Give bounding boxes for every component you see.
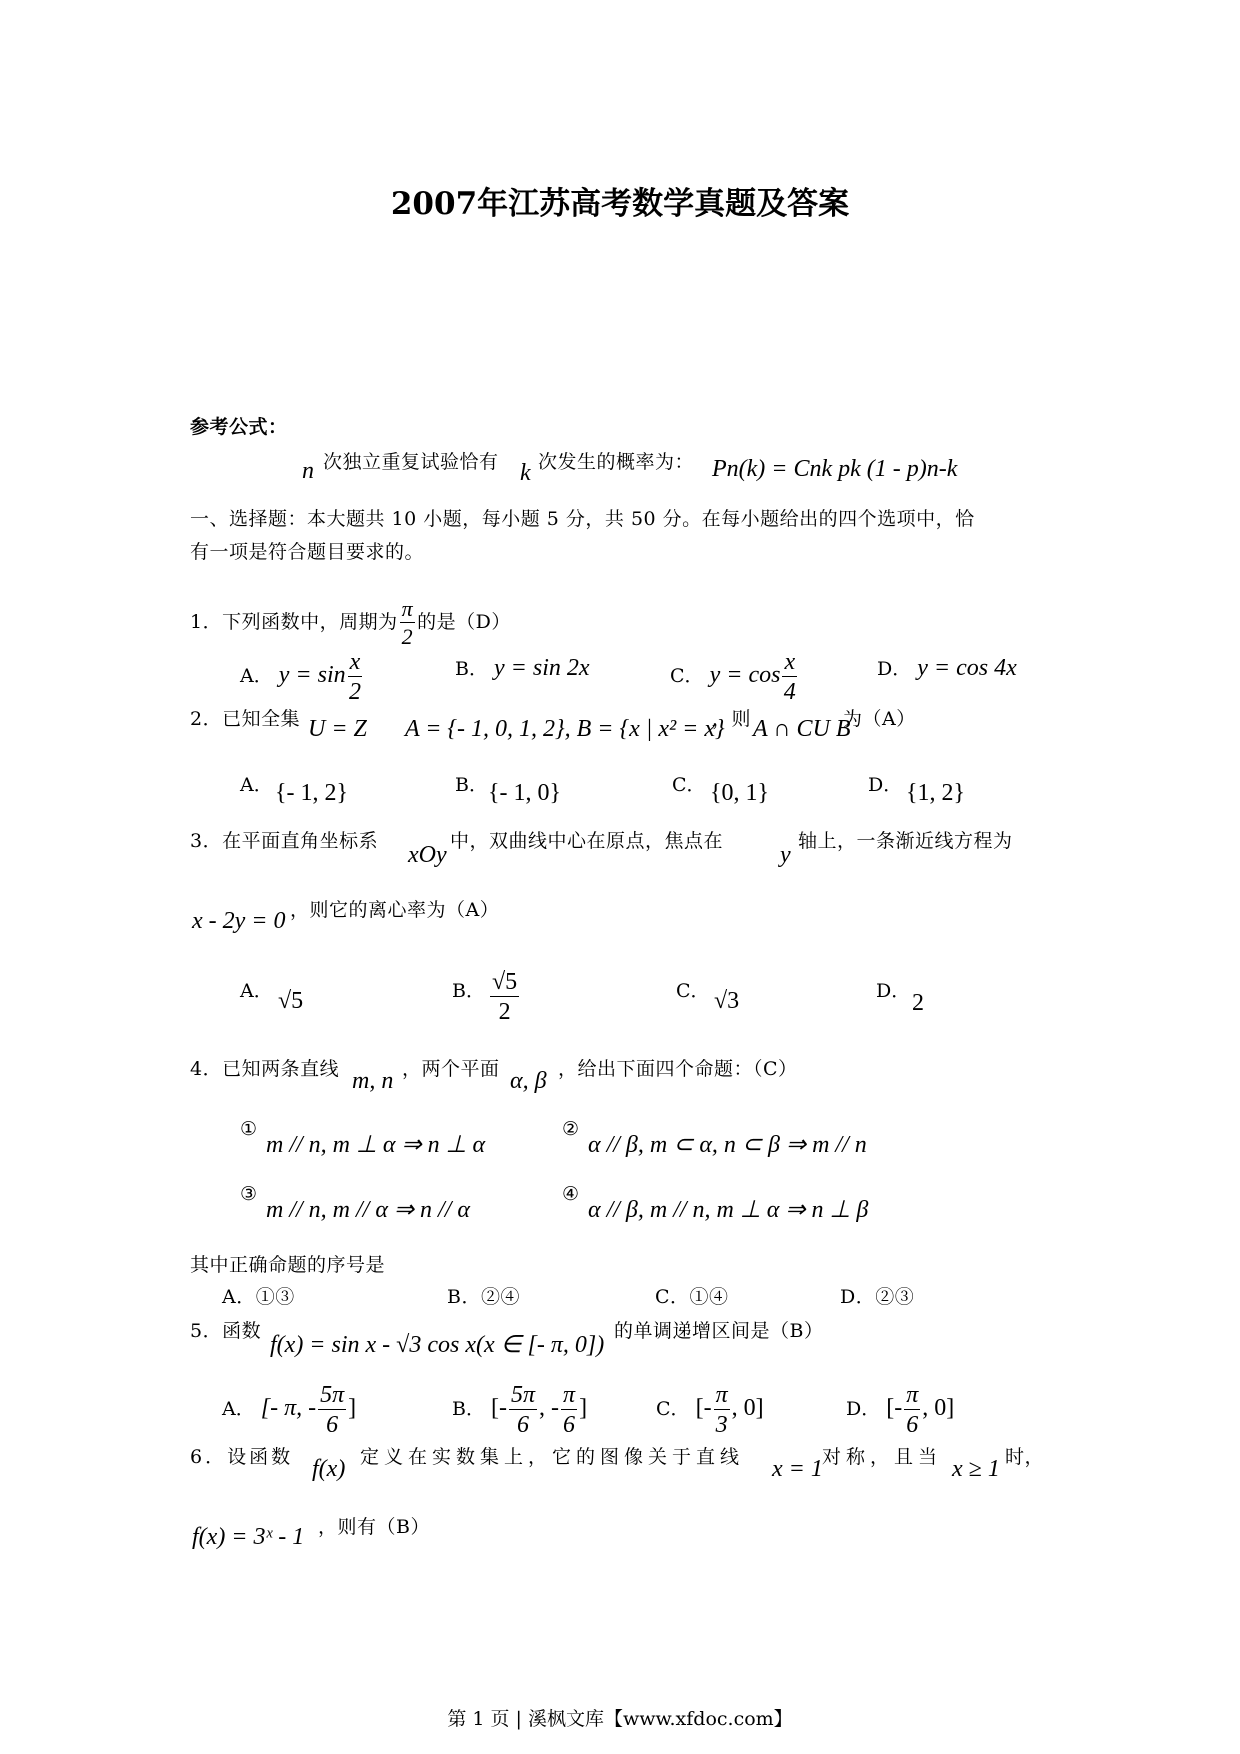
section1-line1: 一、选择题：本大题共 10 小题，每小题 5 分，共 50 分。在每小题给出的四个选项中，恰 [190, 508, 975, 530]
q4-option-c[interactable]: C．①④ [655, 1286, 729, 1308]
q1-a-expr: y = sin [278, 662, 346, 688]
q5-a-pre: [- π, - [260, 1395, 317, 1421]
q1-stem-prefix: 1．下列函数中，周期为 [190, 611, 398, 633]
q1-c-expr: y = cos [709, 662, 781, 688]
q2-a-label: A． [240, 774, 273, 796]
q5-c-post: , 0] [731, 1395, 764, 1421]
q3-option-b[interactable] [488, 970, 521, 1024]
q1-d-expr: y = cos 4x [917, 655, 1017, 681]
q5-c-label: C． [656, 1398, 690, 1420]
q4-planes: α, β [510, 1068, 547, 1094]
q1-option-c[interactable] [670, 650, 799, 704]
formula-text-1: 次独立重复试验恰有 [323, 451, 499, 473]
q3-asymptote: x - 2y = 0 [192, 908, 286, 934]
q5-b-den1: 6 [517, 1412, 530, 1438]
q1-b-label: B． [455, 658, 488, 680]
q1-c-num: x [784, 649, 796, 675]
q3-b-den: 2 [498, 999, 511, 1025]
q4-lines: m, n [352, 1068, 394, 1094]
q1-a-fraction [348, 650, 363, 704]
formula-expression [712, 456, 957, 483]
formula-k: k [520, 460, 531, 486]
q1-stem-suffix: 的是（D） [417, 611, 511, 633]
q3-xoy: xOy [408, 842, 447, 868]
q4-stem-mid: ，两个平面 [402, 1058, 500, 1080]
q2-b-label: B． [455, 774, 488, 796]
q6-fx: f(x) [312, 1456, 346, 1482]
q5-b-mid: , - [539, 1395, 560, 1421]
q1-d-label: D． [877, 658, 912, 680]
q4-option-a[interactable]: A．①③ [222, 1286, 295, 1308]
q1-c-fraction [782, 650, 797, 704]
q2-expr: A ∩ CU B [753, 716, 851, 742]
q1-stem [190, 598, 511, 648]
q3-stem-suffix: 轴上，一条渐近线方程为 [798, 830, 1013, 852]
q3-c-label: C． [676, 980, 710, 1002]
section1-line2: 有一项是符合题目要求的。 [190, 541, 425, 563]
q1-c-den: 4 [783, 679, 796, 705]
q1-frac-den: 2 [401, 624, 414, 649]
q5-b-pre: [- [491, 1395, 507, 1421]
q4-p2-mark: ② [562, 1118, 580, 1140]
q5-d-num: π [906, 1382, 919, 1408]
q4-correct-question: 其中正确命题的序号是 [190, 1254, 386, 1276]
q5-d-den: 6 [906, 1412, 919, 1438]
q5-a-fraction [318, 1383, 346, 1437]
q5-d-fraction [904, 1383, 920, 1437]
q1-a-label: A． [240, 665, 273, 687]
q2-option-c[interactable]: {0, 1} [710, 780, 770, 806]
q5-d-post: , 0] [922, 1395, 955, 1421]
q2-universal-set: U = Z [308, 716, 367, 742]
q3-option-c[interactable]: √3 [714, 988, 740, 1014]
q2-d-label: D． [868, 774, 903, 796]
document-title: 2007年江苏高考数学真题及答案 [390, 186, 850, 222]
q2-option-d[interactable]: {1, 2} [906, 780, 966, 806]
q2-then: ，则 [712, 708, 752, 730]
q6-condition: x ≥ 1 [952, 1456, 1000, 1482]
q5-b-den2: 6 [563, 1412, 576, 1438]
formula-n: n [302, 458, 314, 484]
q5-function: f(x) = sin x - √3 cos x(x ∈ [- π, 0]) [270, 1332, 605, 1358]
q5-c-pre: [- [695, 1395, 712, 1421]
q1-a-den: 2 [348, 679, 361, 705]
q5-b-post: ] [579, 1395, 588, 1421]
q5-d-pre: [- [886, 1395, 903, 1421]
q5-c-den: 3 [715, 1412, 728, 1438]
q5-option-b[interactable] [452, 1383, 587, 1437]
q1-b-expr: y = sin 2x [494, 655, 590, 681]
q3-b-label: B． [452, 980, 485, 1002]
q5-b-fraction-1 [509, 1383, 537, 1437]
q4-proposition-1: m // n, m ⊥ α ⇒ n ⊥ α [266, 1132, 486, 1158]
q3-option-a[interactable]: √5 [278, 988, 304, 1014]
q3-line2-suffix: ，则它的离心率为（A） [290, 899, 500, 921]
q5-b-num2: π [563, 1382, 576, 1408]
q2-sets: A = {- 1, 0, 1, 2}, B = {x | x² = x} [405, 716, 725, 742]
formula-header: 参考公式： [190, 416, 288, 438]
q3-b-num: √5 [492, 969, 518, 995]
q5-c-num: π [715, 1382, 728, 1408]
q3-stem-prefix: 3．在平面直角坐标系 [190, 830, 379, 852]
q4-stem-prefix: 4．已知两条直线 [190, 1058, 340, 1080]
q1-a-num: x [349, 649, 361, 675]
q4-stem-suffix: ，给出下面四个命题：（C） [558, 1058, 798, 1080]
q5-stem-prefix: 5．函数 [190, 1320, 262, 1342]
q2-option-a[interactable]: {- 1, 2} [275, 780, 349, 806]
q5-c-fraction [714, 1383, 730, 1437]
q6-stem-prefix: 6．设函数 [190, 1446, 294, 1468]
q3-y: y [780, 842, 791, 868]
q5-d-label: D． [846, 1398, 881, 1420]
q3-a-label: A． [240, 980, 273, 1002]
q1-c-label: C． [670, 665, 704, 687]
q2-option-b[interactable]: {- 1, 0} [488, 780, 562, 806]
q5-stem-suffix: 的单调递增区间是（B） [614, 1320, 824, 1342]
q4-option-b[interactable]: B．②④ [447, 1286, 520, 1308]
q4-proposition-4: α // β, m // n, m ⊥ α ⇒ n ⊥ β [588, 1197, 869, 1223]
q2-stem-prefix: 2．已知全集 [190, 708, 301, 730]
formula-text-2: 次发生的概率为： [538, 451, 695, 473]
q3-option-d[interactable]: 2 [912, 990, 924, 1016]
q5-b-num1: 5π [511, 1382, 536, 1408]
q1-option-b[interactable] [455, 654, 590, 682]
q4-p1-mark: ① [240, 1118, 258, 1140]
q3-b-fraction [490, 970, 519, 1024]
q4-p4-mark: ④ [562, 1183, 580, 1205]
q5-option-d[interactable] [846, 1383, 954, 1437]
page-footer: 第 1 页 | 溪枫文库【www.xfdoc.com】 [447, 1708, 793, 1730]
q3-d-label: D． [876, 980, 911, 1002]
q6-line2-suffix: ，则有（B） [318, 1516, 430, 1538]
q4-proposition-2: α // β, m ⊂ α, n ⊂ β ⇒ m // n [588, 1132, 867, 1158]
q3-stem-mid: 中，双曲线中心在原点，焦点在 [450, 830, 724, 852]
q5-b-label: B． [452, 1398, 485, 1420]
q5-a-post: ] [348, 1395, 357, 1421]
q1-option-d[interactable] [877, 654, 1017, 682]
q6-stem-suffix: 时， [1005, 1446, 1045, 1468]
q1-option-a[interactable] [240, 650, 364, 704]
formula-expr-text: Pn(k) = Cnk pk (1 - p)n-k [712, 456, 958, 482]
q2-stem-suffix: 为（A） [843, 708, 916, 730]
q5-a-label: A． [222, 1398, 255, 1420]
q4-option-d[interactable]: D．②③ [840, 1286, 915, 1308]
q6-stem-mid2: 对称，且当 [822, 1446, 943, 1468]
q5-option-c[interactable] [656, 1383, 764, 1437]
q6-function-def: f(x) = 3ˣ - 1 [192, 1524, 305, 1550]
q6-stem-mid: 定义在实数集上，它的图像关于直线 [360, 1446, 745, 1468]
q4-p3-mark: ③ [240, 1183, 258, 1205]
q5-b-fraction-2 [561, 1383, 577, 1437]
q1-frac-num: π [401, 596, 414, 621]
q5-option-a[interactable] [222, 1383, 356, 1437]
q4-proposition-3: m // n, m // α ⇒ n // α [266, 1197, 470, 1223]
q6-line-x1: x = 1 [772, 1456, 823, 1482]
q5-a-num: 5π [320, 1382, 345, 1408]
q5-a-den: 6 [326, 1412, 339, 1438]
q2-c-label: C． [672, 774, 706, 796]
q1-period-fraction [400, 598, 416, 648]
